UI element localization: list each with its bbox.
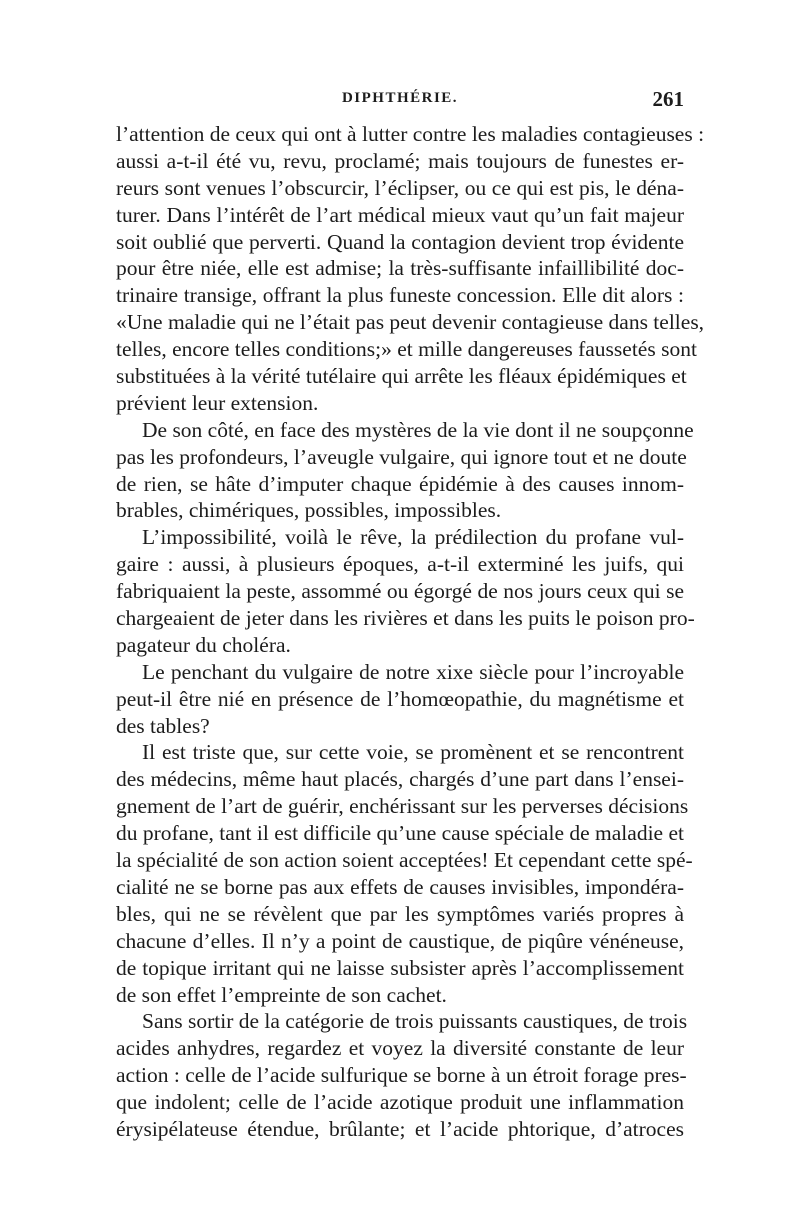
- text-line: prévient leur extension.: [116, 390, 319, 415]
- page-header: [116, 87, 684, 120]
- text-line: Il est triste que, sur cette voie, se promènent et se rencontrent: [142, 740, 684, 765]
- text-line: peut-il être nié en présence de l’homœopathie, du magnétisme et: [116, 686, 684, 711]
- text-line: soit oublié que perverti. Quand la contagion devient trop évidente: [116, 229, 684, 254]
- text-line: la spécialité de son action soient acceptées! Et cependant cette spé-: [116, 848, 693, 873]
- running-title: DIPHTHÉRIE.: [341, 90, 459, 106]
- text-line: de topique irritant qui ne laisse subsister après l’accomplissement: [116, 955, 684, 980]
- text-line: brables, chimériques, possibles, impossibles.: [116, 498, 502, 523]
- text-line: reurs sont venues l’obscurcir, l’éclipser, ou ce qui est pis, le déna-: [116, 175, 684, 200]
- text-line: des tables?: [116, 713, 210, 738]
- text-line: bles, qui ne se révèlent que par les symptômes variés propres à: [116, 901, 684, 926]
- text-line: trinaire transige, offrant la plus funeste concession. Elle dit alors :: [116, 283, 684, 308]
- text-line: pagateur du choléra.: [116, 632, 291, 657]
- text-line: action : celle de l’acide sulfurique se borne à un étroit forage pres-: [116, 1063, 687, 1088]
- text-line: Le penchant du vulgaire de notre xixe siècle pour l’incroyable: [142, 659, 684, 684]
- text-line: cialité ne se borne pas aux effets de causes invisibles, impondéra-: [116, 874, 684, 899]
- text-line: acides anhydres, regardez et voyez la diversité constante de leur: [116, 1036, 684, 1061]
- text-line: Sans sortir de la catégorie de trois puissants caustiques, de trois: [142, 1009, 688, 1034]
- text-line: aussi a-t-il été vu, revu, proclamé; mais toujours de funestes er-: [116, 148, 684, 173]
- text-line: telles, encore telles conditions;» et mille dangereuses faussetés sont: [116, 337, 697, 362]
- body-text: [116, 121, 705, 1143]
- text-line: des médecins, même haut placés, chargés d’une part dans l’ensei-: [116, 767, 684, 792]
- text-line: L’impossibilité, voilà le rêve, la prédilection du profane vul-: [142, 525, 684, 550]
- text-line: De son côté, en face des mystères de la vie dont il ne soupçonne: [142, 417, 694, 442]
- text-line: chargeaient de jeter dans les rivières et dans les puits le poison pro-: [116, 606, 695, 631]
- text-line: de son effet l’empreinte de son cachet.: [116, 982, 447, 1007]
- text-line: substituées à la vérité tutélaire qui arrête les fléaux épidémiques et: [116, 364, 687, 389]
- text-line: «Une maladie qui ne l’était pas peut devenir contagieuse dans telles,: [116, 310, 705, 335]
- text-line: chacune d’elles. Il n’y a point de caustique, de piqûre vénéneuse,: [116, 928, 684, 953]
- text-line: du profane, tant il est difficile qu’une cause spéciale de maladie et: [116, 821, 684, 846]
- text-line: que indolent; celle de l’acide azotique produit une inflammation: [116, 1090, 684, 1115]
- text-line: pour être niée, elle est admise; la très-suffisante infaillibilité doc-: [116, 256, 684, 281]
- text-line: gnement de l’art de guérir, enchérissant sur les perverses décisions: [116, 794, 689, 819]
- text-line: turer. Dans l’intérêt de l’art médical mieux vaut qu’un fait majeur: [116, 202, 684, 227]
- text-line: gaire : aussi, à plusieurs époques, a-t-il exterminé les juifs, qui: [116, 552, 684, 577]
- text-line: fabriquaient la peste, assommé ou égorgé de nos jours ceux qui se: [116, 579, 684, 604]
- text-line: pas les profondeurs, l’aveugle vulgaire, qui ignore tout et ne doute: [116, 444, 687, 469]
- text-line: l’attention de ceux qui ont à lutter contre les maladies contagieuses :: [116, 122, 705, 146]
- page-number: 261: [652, 87, 684, 111]
- text-line: de rien, se hâte d’imputer chaque épidémie à des causes innom-: [116, 471, 684, 496]
- text-line: érysipélateuse étendue, brûlante; et l’acide phtorique, d’atroces: [116, 1116, 684, 1141]
